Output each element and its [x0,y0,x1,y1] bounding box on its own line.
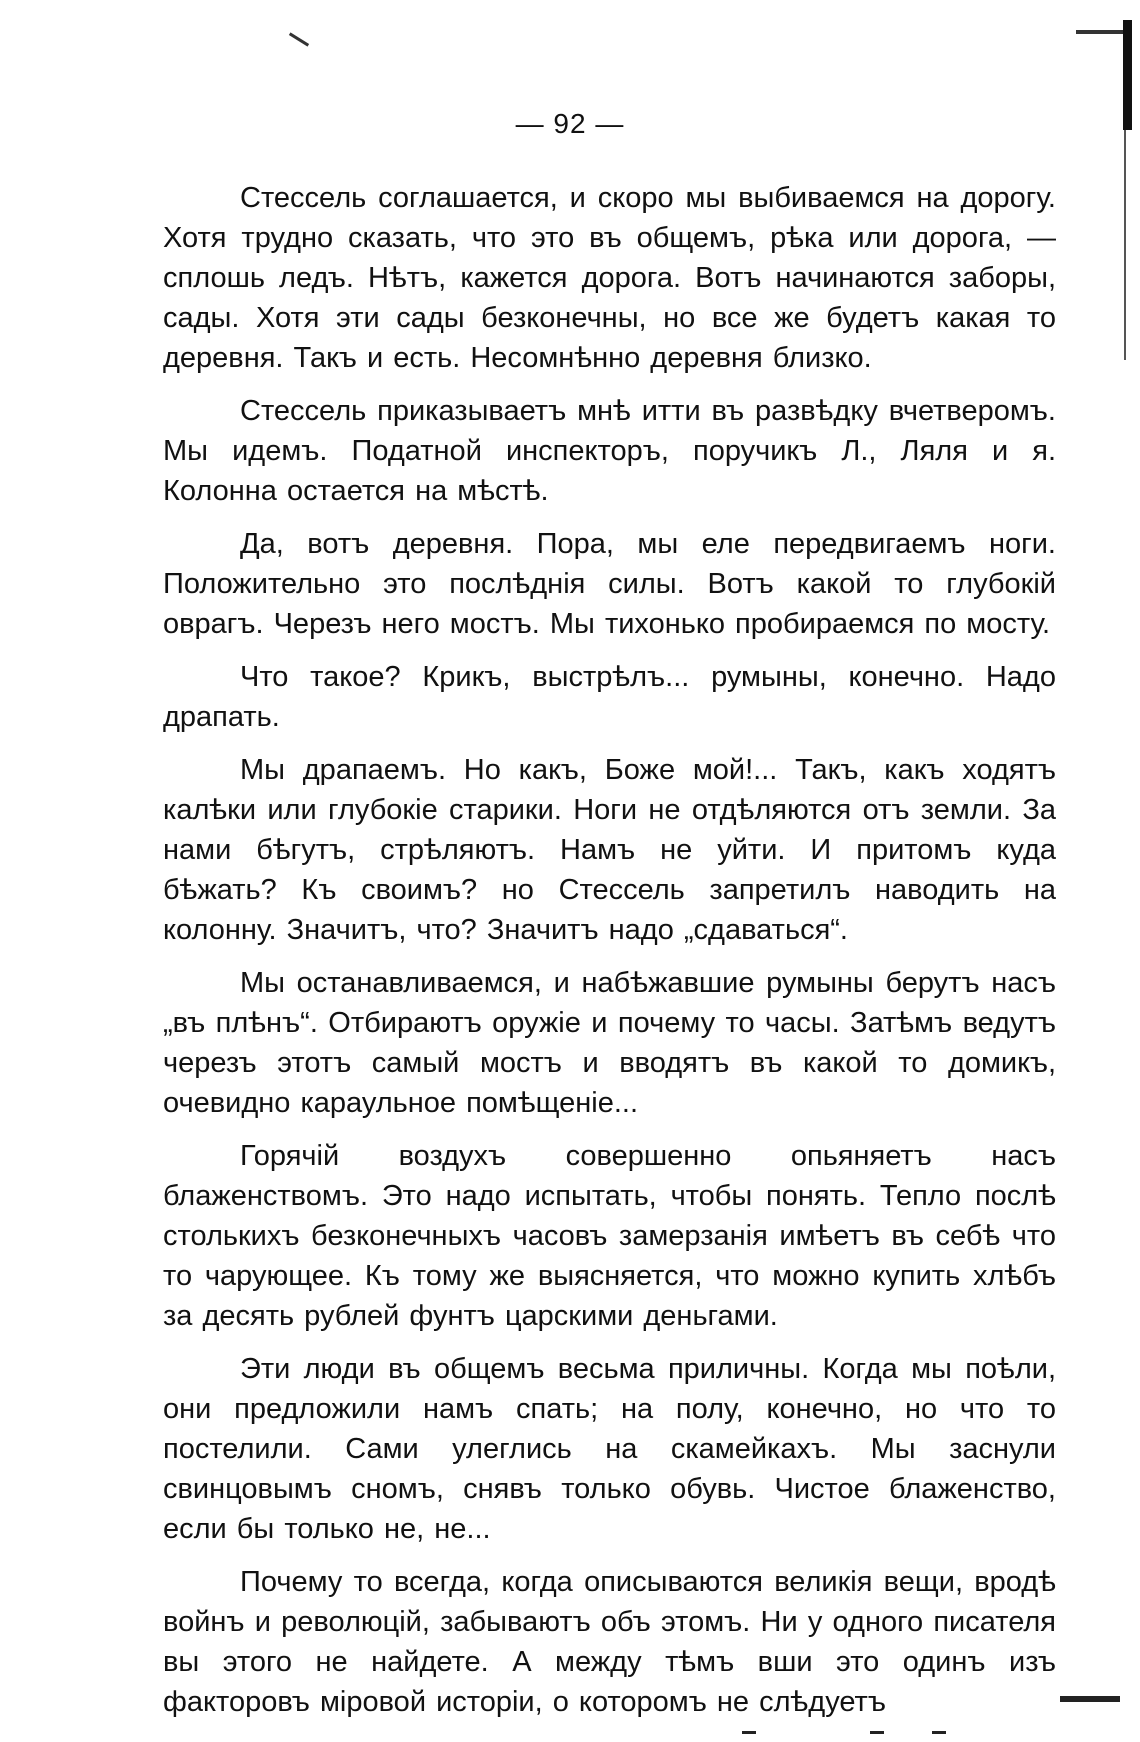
paragraph: Эти люди въ общемъ весьма приличны. Когда мы поѣли, они предложили намъ спать; на полу, конечно, но что то постелили. Сами улеглись на скамейкахъ. Мы заснули свинцовымъ сномъ, снявъ только обувь. Чистое блаженство, если бы только не, не... [163,1353,1056,1545]
paragraph: Мы драпаемъ. Но какъ, Боже мой!... Такъ, какъ ходятъ калѣки или глубокіе старики. Ноги не отдѣляются отъ земли. За нами бѣгутъ, стрѣляютъ. Намъ не уйти. И притомъ куда бѣжать? Къ своимъ? но Стессель запретилъ наводить на колонну. Значитъ, что? Значитъ надо „сдаваться“. [163,754,1056,946]
paragraph: Да, вотъ деревня. Пора, мы еле передвигаемъ ноги. Положительно это послѣднія силы. Вотъ какой то глубокій оврагъ. Черезъ него мостъ. Мы тихонько пробираемся по мосту. [163,528,1056,640]
paragraph: Стессель соглашается, и скоро мы выбиваемся на дорогу. Хотя трудно сказать, что это въ общемъ, рѣка или дорога, — сплошь ледъ. Нѣтъ, кажется дорога. Вотъ начинаются заборы, сады. Хотя эти сады безконечны, но все же будетъ какая то деревня. Такъ и есть. Несомнѣнно деревня близко. [163,182,1056,374]
body-text [163,178,1056,1722]
paragraph: Что такое? Крикъ, выстрѣлъ... румыны, конечно. Надо драпать. [163,661,1056,733]
scan-mark [289,32,309,46]
scan-mark [742,1731,756,1734]
paragraph: Горячій воздухъ совершенно опьяняетъ насъ блаженствомъ. Это надо испытать, чтобы понять. Тепло послѣ столькихъ безконечныхъ часовъ замерзанія имѣетъ въ себѣ что то чарующее. Къ тому же выясняется, что можно купить хлѣбъ за десять рублей фунтъ царскими деньгами. [163,1140,1056,1332]
scan-mark [1060,1696,1120,1702]
scan-mark [870,1731,884,1734]
paragraph: Почему то всегда, когда описываются великія вещи, вродѣ войнъ и революцій, забываютъ объ этомъ. Ни у одного писателя вы этого не найдете. А между тѣмъ вши это одинъ изъ факторовъ міровой исторіи, о которомъ не слѣдуетъ [163,1566,1056,1718]
paragraph: Мы останавливаемся, и набѣжавшие румыны берутъ насъ „въ плѣнъ“. Отбираютъ оружіе и почему то часы. Затѣмъ ведутъ черезъ этотъ самый мостъ и вводятъ въ какой то домикъ, очевидно караульное помѣщеніе... [163,967,1056,1119]
scan-edge-mark [1076,30,1126,34]
paragraph: Стессель приказываетъ мнѣ итти въ развѣдку вчетверомъ. Мы идемъ. Податной инспекторъ, поручикъ Л., Ляля и я. Колонна остается на мѣстѣ. [163,395,1056,507]
page-number: — 92 — [515,108,625,139]
scan-edge-line [1124,130,1126,360]
scan-mark [932,1731,946,1734]
